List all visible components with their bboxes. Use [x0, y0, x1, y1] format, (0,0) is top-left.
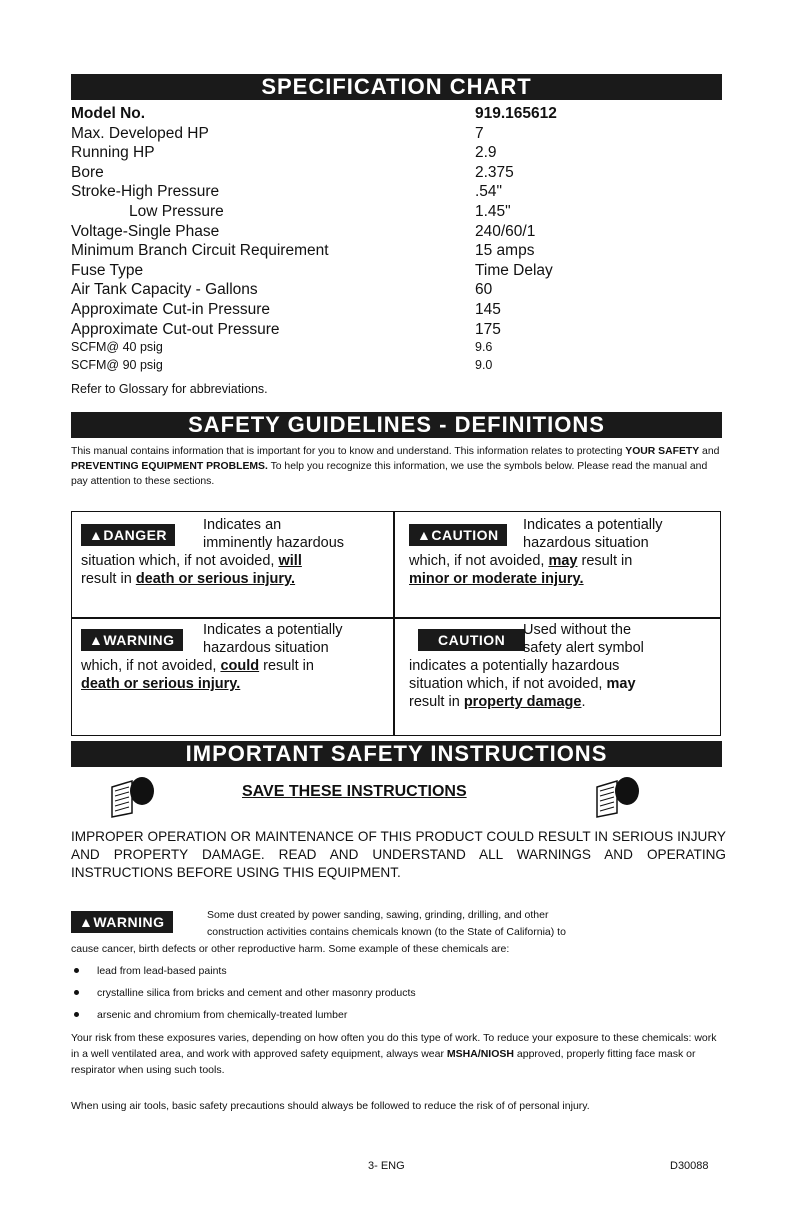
spec-row [71, 143, 722, 163]
warning-text-line: cause cancer, birth defects or other reproductive harm. Some example of these chemicals are: [71, 943, 510, 955]
spec-header-value: 919.165612 [475, 105, 557, 122]
alert-triangle-icon: ▲ [79, 914, 94, 930]
definitions-table [71, 511, 721, 736]
spec-row [71, 280, 722, 300]
danger-line: result in death or serious injury. [81, 571, 296, 587]
manual-book-icon [593, 773, 641, 821]
spec-row [71, 202, 722, 222]
specification-chart-title: SPECIFICATION CHART [261, 74, 532, 99]
warning-text-line: Some dust created by power sanding, sawing, grinding, drilling, and other [207, 909, 549, 921]
intro-and: and [699, 446, 720, 457]
spec-row [71, 300, 722, 320]
caution-line: minor or moderate injury. [409, 571, 584, 587]
air-tools-paragraph: When using air tools, basic safety precautions should always be followed to reduce the risk of of personal injury. [71, 1100, 590, 1112]
specification-chart-banner [71, 74, 722, 100]
divider [72, 617, 720, 619]
warning-line: death or serious injury. [81, 676, 241, 692]
caution-line: situation which, if not avoided, may [409, 676, 636, 692]
danger-line: Indicates an [203, 517, 282, 533]
spec-row [71, 241, 722, 261]
spec-value: 2.375 [475, 163, 514, 181]
alert-triangle-icon: ▲ [89, 527, 104, 543]
warning-line: hazardous situation [203, 640, 329, 656]
spec-value: Time Delay [475, 261, 553, 279]
safety-guidelines-title: SAFETY GUIDELINES - DEFINITIONS [188, 412, 605, 437]
caution-badge: CAUTION [418, 629, 525, 651]
caution-line: which, if not avoided, may result in [409, 553, 633, 569]
save-instructions-heading: SAVE THESE INSTRUCTIONS [242, 783, 467, 800]
intro-text-a: This manual contains information that is important for you to know and understand. This information relates to protecting [71, 446, 626, 457]
spec-label: Fuse Type [71, 261, 144, 279]
operation-warning-paragraph: IMPROPER OPERATION OR MAINTENANCE OF THIS PRODUCT COULD RESULT IN SERIOUS INJURY AND PROPERTY DAMAGE. READ AND UNDERSTAND ALL WARNINGS AND OPERATING INSTRUCTIONS BEFORE USING THIS EQUIPMENT. [71, 829, 726, 880]
caution-line: result in property damage. [409, 694, 586, 710]
safety-intro [71, 444, 722, 489]
caution-line: Used without the [523, 622, 632, 638]
intro-your-safety: YOUR SAFETY [625, 446, 700, 457]
spec-row [71, 182, 722, 202]
exposure-risk-paragraph: Your risk from these exposures varies, depending on how often you do this type of work. To reduce your exposure to these chemicals: work in a well ventilated area, and work with approved safety equipment, always wear MSHA/NIOSH approved, properly fitting face mask or respirator when using such tools. [71, 1032, 717, 1076]
chemical-list [71, 960, 722, 1026]
bullet-icon [74, 990, 79, 995]
spec-header-row [71, 104, 722, 124]
spec-value: 175 [475, 320, 501, 338]
document-code: D30088 [670, 1160, 709, 1172]
spec-label: Bore [71, 163, 104, 181]
warning-text-line: construction activities contains chemicals known (to the State of California) to [207, 926, 566, 938]
danger-line: situation which, if not avoided, will [81, 553, 302, 569]
spec-value: 240/60/1 [475, 222, 536, 240]
alert-triangle-icon: ▲ [417, 527, 432, 543]
spec-row [71, 222, 722, 242]
spec-label: Stroke-High Pressure [71, 183, 220, 201]
caution-line: indicates a potentially hazardous [409, 658, 620, 674]
divider [393, 512, 395, 735]
caution-line: safety alert symbol [523, 640, 644, 656]
spec-row [71, 261, 722, 281]
spec-row [71, 124, 722, 144]
list-item: arsenic and chromium from chemically-treated lumber [71, 1004, 722, 1026]
page-number: 3- ENG [368, 1160, 405, 1172]
spec-row [71, 339, 722, 357]
bullet-icon [74, 968, 79, 973]
warning-line: Indicates a potentially [203, 622, 343, 638]
spec-value: 1.45" [475, 202, 511, 220]
spec-header-label: Model No. [71, 105, 146, 122]
manual-book-icon [108, 773, 156, 821]
warning-badge: ▲WARNING [71, 911, 173, 933]
intro-preventing-problems: PREVENTING EQUIPMENT PROBLEMS. [71, 461, 268, 472]
spec-label: Approximate Cut-in Pressure [71, 300, 270, 318]
list-item: lead from lead-based paints [71, 960, 722, 982]
spec-row [71, 163, 722, 183]
spec-label: Voltage-Single Phase [71, 222, 220, 240]
spec-value: .54" [475, 183, 503, 201]
caution-line: hazardous situation [523, 535, 649, 551]
spec-label: Running HP [71, 144, 155, 162]
list-item: crystalline silica from bricks and cement and other masonry products [71, 982, 722, 1004]
danger-line: imminently hazardous [203, 535, 345, 551]
alert-triangle-icon: ▲ [89, 632, 104, 648]
spec-label: Max. Developed HP [71, 124, 209, 142]
spec-value: 60 [475, 281, 493, 299]
caution-line: Indicates a potentially [523, 517, 663, 533]
spec-row [71, 357, 722, 375]
spec-row [71, 320, 722, 340]
important-instructions-title: IMPORTANT SAFETY INSTRUCTIONS [185, 741, 608, 766]
spec-value: 145 [475, 300, 501, 318]
safety-guidelines-banner [71, 412, 722, 438]
spec-value: 15 amps [475, 242, 535, 260]
spec-label: SCFM@ 90 psig [71, 357, 163, 372]
danger-badge: ▲DANGER [81, 524, 175, 546]
specification-table [71, 104, 722, 374]
glossary-note: Refer to Glossary for abbreviations. [71, 382, 268, 396]
spec-label: SCFM@ 40 psig [71, 340, 163, 355]
warning-badge: ▲WARNING [81, 629, 183, 651]
intro-text-c: To help you recognize this information, we use the symbols below. Please read the manual and pay attention to these sections. [71, 461, 708, 487]
caution-badge: ▲CAUTION [409, 524, 507, 546]
warning-line: which, if not avoided, could result in [81, 658, 314, 674]
spec-value: 9.0 [475, 357, 493, 372]
spec-label: Approximate Cut-out Pressure [71, 320, 280, 338]
important-instructions-banner [71, 741, 722, 767]
spec-value: 2.9 [475, 144, 497, 162]
spec-value: 9.6 [475, 340, 493, 355]
spec-label: Air Tank Capacity - Gallons [71, 281, 258, 299]
spec-label: Minimum Branch Circuit Requirement [71, 242, 329, 260]
bullet-icon [74, 1012, 79, 1017]
spec-label: Low Pressure [129, 202, 224, 220]
spec-value: 7 [475, 124, 484, 142]
